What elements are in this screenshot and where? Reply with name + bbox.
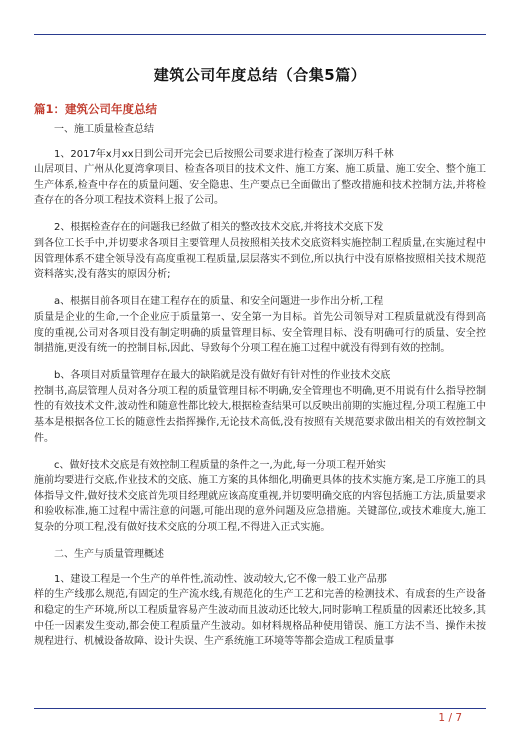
page-number: 1 / 7	[438, 712, 462, 724]
paragraph-1-first-line: 1、2017年x月xx日到公司开完会已后按照公司要求进行检查了深圳万科千林	[54, 148, 394, 160]
paragraph-4-first-line: b、各项目对质量管理存在最大的缺陷就是没有做好有针对性的作业技术交底	[54, 370, 391, 382]
paragraph-6-first-line: 1、建设工程是一个生产的单件性,流动性、波动较大,它不像一般工业产品那	[54, 573, 387, 585]
section-heading: 篇1：建筑公司年度总结	[34, 102, 158, 116]
paragraph-2-first-line: 2、根据检查存在的问题我已经做了相关的整改技术交底,并将技术交底下发	[54, 222, 384, 234]
document-body	[34, 122, 486, 661]
paragraph-1-text: 山居项目、广州从化夏湾拿项目、检查各项目的技术文件、施工方案、施工质量、施工安全、整个施工生产体系,检查中存在的质量问题、安全隐患、生产要点已全面做出了整改措施和技术控制方法,并将检查存在的各分项工程技术资料上报了公司。	[34, 164, 486, 207]
paragraph-5-text: 施前均要进行交底,作业技术的交底、施工方案的具体细化,明确更具体的技术实施方案,是工序施工的具体指导文件,做好技术交底首先项目经理就应该高度重视,并切要明确交底的内容包括施工方法,质量要求和验收标准,施工过程中需注意的问题,可能出现的意外问题及应急措施。关键部位,或技术难度大,施工复杂的分项工程,没有做好技术交底的分项工程,不得进入正式实施。	[34, 475, 486, 534]
paragraph-4-text: 控制书,高层管理人员对各分项工程的质量管理目标不明确,安全管理也不明确,更不用说有什么指导控制性的有效技术文件,波动性和随意性都比较大,根据检查结果可以反映出前期的实施过程,分项工程施工中基本是根据各位工长的随意性去指挥操作,无论技术高低,没有按照有关规范要求做出相关的有效控制文件。	[34, 385, 486, 444]
paragraph-3-text: 质量是企业的生命,一个企业应于质量第一、安全第一为目标。首先公司领导对工程质量就没有得到高度的重视,公司对各项目没有制定明确的质量管理目标、安全管理目标、没有明确可行的质量、安全控制措施,更没有统一的控制目标,因此、导致每个分项工程在施工过程中就没有得到有效的控制。	[34, 311, 486, 355]
document-title: 建筑公司年度总结（合集5篇）	[153, 66, 367, 84]
footer-divider	[34, 708, 486, 709]
paragraph-3	[34, 294, 486, 356]
paragraph-2	[34, 220, 486, 282]
paragraph-1	[34, 147, 486, 209]
paragraph-4	[34, 368, 486, 446]
paragraph-3-first-line: a、根据目前各项目在建工程存在的质量、和安全问题进一步作出分析,工程	[54, 296, 384, 308]
subsection-heading-2: 二、生产与质量管理概述	[54, 549, 164, 561]
header-divider	[34, 34, 486, 35]
paragraph-5-first-line: c、做好技术交底是有效控制工程质量的条件之一,为此,每一分项工程开始实	[54, 459, 386, 471]
paragraph-2-text: 到各位工长手中,并切要求各项目主要管理人员按照相关技术交底资料实施控制工程质量,在实施过程中因管理体系不建全领导没有高度重视工程质量,层层落实不到位,所以执行中没有原格按照相关技术规范资料落实,没有落实的原因分析;	[34, 238, 486, 281]
paragraph-6-text: 样的生产线那么规范,有固定的生产流水线,有规范化的生产工艺和完善的检测技术、有成套的生产设备和稳定的生产环境,所以工程质量容易产生波动而且波动还比较大,同时影响工程质量的因素还比较多,其中任一因素发生变动,都会使工程质量产生波动。如材料规格品种使用错误、施工方法不当、操作未按规程进行、机械设备故障、设计失误、生产系统施工环境等等都会造成工程质量事	[34, 589, 486, 648]
paragraph-5	[34, 458, 486, 536]
subsection-heading-1: 一、施工质量检查总结	[54, 124, 154, 135]
paragraph-6	[34, 572, 486, 650]
